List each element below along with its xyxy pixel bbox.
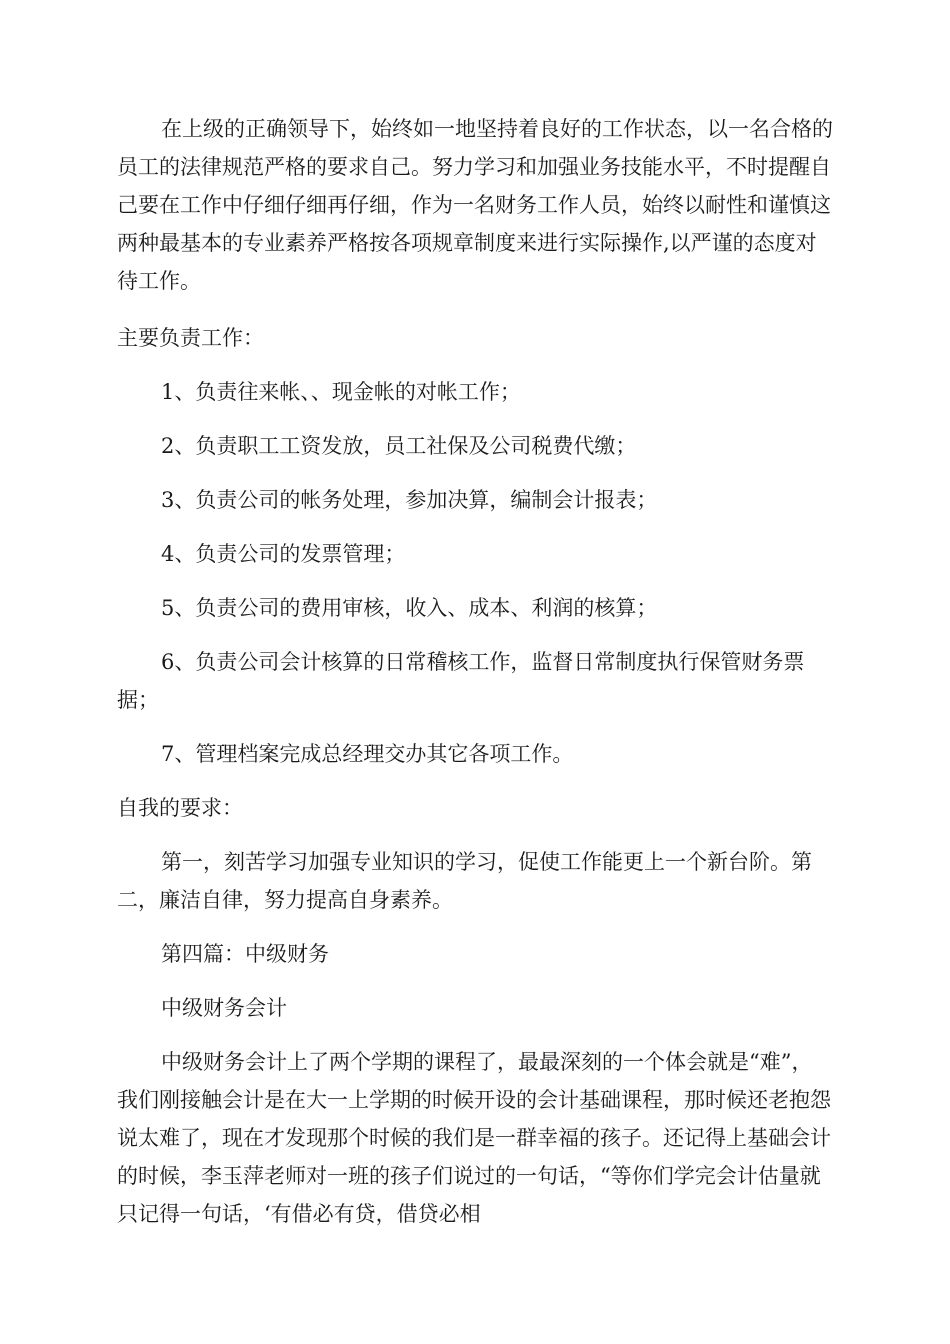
closing-paragraph: 中级财务会计上了两个学期的课程了，最最深刻的一个体会就是“难”，我们刚接触会计是在大一上学期的时候开设的会计基础课程，那时候还老抱怨说太难了，现在才发现那个时候的我们是一群幸福的孩子。还记得上基础会计的时候，李玉萍老师对一班的孩子们说过的一句话，“等你们学完会计估量就只记得一句话，‘有借必有贷，借贷必相 — [117, 1050, 831, 1226]
duty-item-7: 7、管理档案完成总经理交办其它各项工作。 — [161, 742, 574, 766]
self-requirements-heading: 自我的要求： — [117, 796, 243, 820]
duty-item-5: 5、负责公司的费用审核，收入、成本、利润的核算； — [161, 596, 658, 620]
duty-item-4: 4、负责公司的发票管理； — [161, 542, 406, 566]
duty-item-1: 1、负责往来帐、、现金帐的对帐工作； — [161, 380, 521, 404]
duty-item-3: 3、负责公司的帐务处理，参加决算，编制会计报表； — [161, 488, 658, 512]
section-subtitle: 中级财务会计 — [161, 996, 287, 1020]
chapter-title: 第四篇：中级财务 — [161, 942, 329, 966]
duty-item-2: 2、负责职工工资发放，员工社保及公司税费代缴； — [161, 434, 637, 458]
intro-paragraph: 在上级的正确领导下，始终如一地坚持着良好的工作状态，以一名合格的员工的法律规范严格的要求自己。努力学习和加强业务技能水平，不时提醒自己要在工作中仔细仔细再仔细，作为一名财务工作人员，始终以耐性和谨慎这两种最基本的专业素养严格按各项规章制度来进行实际操作,以严谨的态度对待工作。 — [117, 117, 833, 293]
duty-item-6: 6、负责公司会计核算的日常稽核工作，监督日常制度执行保管财务票据； — [117, 650, 805, 712]
duties-heading: 主要负责工作： — [117, 326, 264, 350]
self-requirements-paragraph: 第一，刻苦学习加强专业知识的学习，促使工作能更上一个新台阶。第二，廉洁自律，努力提高自身素养。 — [117, 850, 812, 912]
